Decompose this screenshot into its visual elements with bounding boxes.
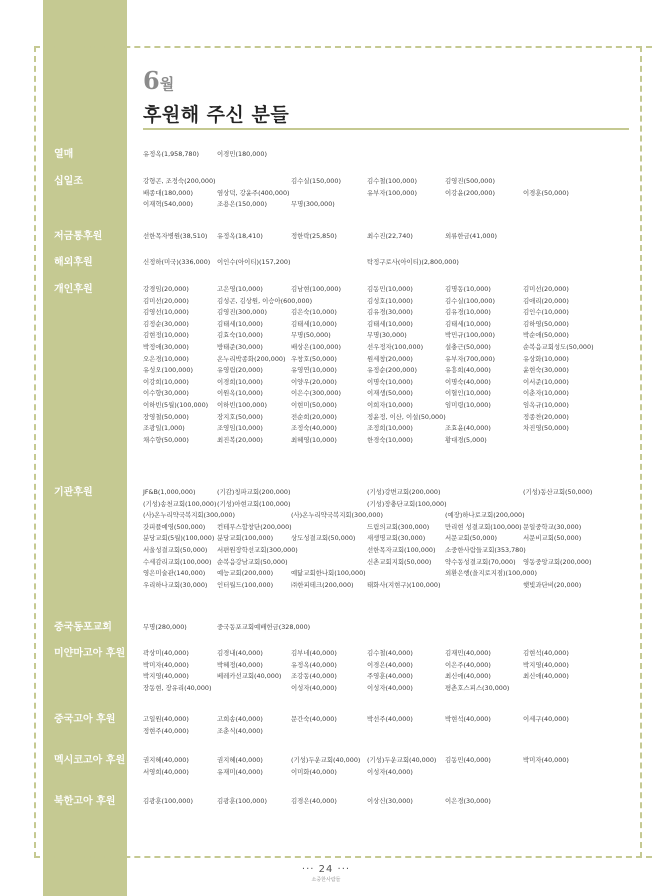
donor-entry: 서영희(40,000) xyxy=(143,767,189,776)
donor-entry: 박순애(50,000) xyxy=(523,331,569,340)
donor-entry: (기성)아현교회(100,000) xyxy=(217,499,291,508)
donor-entry: 이경민(180,000) xyxy=(217,150,267,158)
donor-entry: 유영림(20,000) xyxy=(217,366,263,375)
donor-entry: 고일원(40,000) xyxy=(143,715,189,723)
donor-entry: 유재미(40,000) xyxy=(217,767,263,776)
donor-row xyxy=(143,648,643,660)
donor-entry: (사)온누리약국복지회(300,000) xyxy=(291,511,383,520)
donor-entry: 이명숙(10,000) xyxy=(367,377,413,386)
donor-entry: 배종대(180,000) xyxy=(143,188,193,197)
donor-row xyxy=(143,580,643,592)
donor-entry: 최수진(22,740) xyxy=(367,232,413,240)
donor-entry: 김수철(40,000) xyxy=(367,649,413,657)
donor-entry: 외류한금(41,000) xyxy=(445,232,498,240)
donor-row xyxy=(143,660,643,672)
category-label: 기관후원 xyxy=(54,487,93,498)
donor-entry: 온누리박종화(200,000) xyxy=(217,354,286,363)
category-label: 북한고아 후원 xyxy=(54,796,116,807)
donor-entry: 무명(280,000) xyxy=(143,623,187,631)
donor-row xyxy=(143,412,643,424)
footer-publication: 소중한사람들 xyxy=(311,877,341,883)
donor-entry: 조영임(10,000) xyxy=(217,424,263,433)
donor-entry: 선한목자병원(38,510) xyxy=(143,232,208,240)
donor-entry: 방태준(30,000) xyxy=(217,342,263,351)
donor-entry: 김미선(20,000) xyxy=(523,285,569,293)
page-number: ··· 24 ··· xyxy=(301,864,351,875)
donor-row xyxy=(143,307,643,319)
donor-entry: 우리하나교회(30,000) xyxy=(143,580,208,589)
donor-row xyxy=(143,149,643,161)
donor-name-block xyxy=(143,714,643,737)
donor-row xyxy=(143,176,643,188)
donor-entry: 이원옥(10,000) xyxy=(217,389,263,398)
donor-entry: 예능교회(200,000) xyxy=(217,569,274,578)
category-label: 미얀마고아 후원 xyxy=(54,648,126,659)
donor-entry: 김광훈(100,000) xyxy=(217,797,267,805)
donor-entry: 조용은(150,000) xyxy=(217,200,267,209)
donor-entry: 태화사(지현구)(100,000) xyxy=(367,580,441,589)
left-dashed-border xyxy=(34,46,36,858)
donor-entry: 조정희(10,000) xyxy=(367,424,413,433)
donor-row xyxy=(143,188,643,200)
donor-entry: 김성호(10,000) xyxy=(367,296,413,305)
donor-row xyxy=(143,545,643,557)
category-label: 개인후원 xyxy=(54,284,93,295)
donor-entry: 서편원장학선교회(300,000) xyxy=(217,545,298,554)
donor-entry: 박지영(40,000) xyxy=(523,660,569,669)
donor-entry: 설충근(50,000) xyxy=(445,342,491,351)
donor-entry: 이은수(300,000) xyxy=(291,389,341,398)
category-label: 중국동포교회 xyxy=(54,622,112,633)
donor-entry: 이재생(50,000) xyxy=(367,389,413,398)
donor-entry: 김경은(40,000) xyxy=(291,797,337,805)
donor-entry: 최진복(20,000) xyxy=(217,435,263,444)
donor-entry: 유정옥(1,958,780) xyxy=(143,150,200,158)
donor-row xyxy=(143,342,643,354)
donor-entry: 김인수(10,000) xyxy=(523,308,569,317)
donor-entry: 유흥희(40,000) xyxy=(445,366,491,375)
month-heading xyxy=(143,66,174,95)
donor-row xyxy=(143,683,643,695)
donor-entry: 순복음강남교회(50,000) xyxy=(217,557,288,566)
donor-entry: 전순희(20,000) xyxy=(291,412,337,421)
donor-row xyxy=(143,231,643,243)
donor-row xyxy=(143,510,643,522)
donor-entry: 박미자(40,000) xyxy=(523,756,569,764)
donor-entry: 유부자(700,000) xyxy=(445,354,495,363)
donor-row xyxy=(143,499,643,511)
donor-entry: 장동현, 장유리(40,000) xyxy=(143,683,212,692)
donor-entry: 권지혜(40,000) xyxy=(217,756,263,764)
page-footer xyxy=(0,864,652,883)
donor-entry: 이양우(20,000) xyxy=(291,377,337,386)
donor-entry: 김수실(100,000) xyxy=(445,296,495,305)
donor-entry: 이성자(40,000) xyxy=(291,683,337,692)
donor-entry: 약수동성결교회(70,000) xyxy=(445,557,516,566)
donor-row xyxy=(143,199,643,211)
donor-entry: 드림의교회(300,000) xyxy=(367,522,430,531)
donor-entry: 차진영(50,000) xyxy=(523,424,569,433)
donor-entry: 갓피플예영(500,000) xyxy=(143,522,206,531)
donor-row xyxy=(143,767,643,779)
donor-entry: 새생명교회(30,000) xyxy=(367,534,426,543)
category-label: 멕시코고아 후원 xyxy=(54,755,126,766)
donor-name-block xyxy=(143,231,643,243)
donor-entry: 장지호(50,000) xyxy=(217,412,263,421)
donor-entry: 김수철(100,000) xyxy=(367,177,417,185)
donor-entry: 이미화(40,000) xyxy=(291,767,337,776)
donor-entry: 유상화(10,000) xyxy=(523,354,569,363)
donor-entry: 중국동포교회예배헌금(328,000) xyxy=(217,623,311,631)
donor-entry: 분당교회(100,000) xyxy=(217,534,274,543)
donor-entry: 상도성결교회(50,000) xyxy=(291,534,356,543)
donor-row xyxy=(143,671,643,683)
donor-entry: 만리현 성결교회(100,000) xyxy=(445,522,522,531)
donor-entry: 최신애(40,000) xyxy=(445,672,491,681)
donor-entry: 이강윤(200,000) xyxy=(445,188,495,197)
donor-entry: 김경내(40,000) xyxy=(217,649,263,657)
donor-entry: 예닮교회한나회(100,000) xyxy=(291,569,366,578)
category-label: 십일조 xyxy=(54,176,83,187)
donor-row xyxy=(143,568,643,580)
donor-row xyxy=(143,284,643,296)
donor-entry: 조광일(1,000) xyxy=(143,424,185,433)
donor-entry: 이하빈(5월)(100,000) xyxy=(143,400,209,409)
donor-entry: 컨테무스합창단(200,000) xyxy=(217,522,292,531)
bottom-dashed-border xyxy=(34,856,652,858)
donor-entry: 김하영(50,000) xyxy=(523,319,569,328)
donor-row xyxy=(143,796,643,808)
donor-entry: (기성)송천교회(100,000) xyxy=(143,499,217,508)
donor-row xyxy=(143,330,643,342)
donor-entry: 선한목자교회(100,000) xyxy=(367,545,436,554)
donor-entry: 인터월드(100,000) xyxy=(217,580,274,589)
donor-name-block xyxy=(143,796,643,808)
donor-entry: 정한락(25,850) xyxy=(291,232,337,240)
donor-name-block xyxy=(143,622,643,634)
donor-entry: 김은숙(10,000) xyxy=(291,308,337,317)
donor-row xyxy=(143,423,643,435)
donor-entry: (기성)장충단교회(100,000) xyxy=(367,499,447,508)
donor-entry: 유정옥(40,000) xyxy=(291,660,337,669)
donor-entry: 김명동(10,000) xyxy=(445,285,491,293)
donor-entry: 이명숙(40,000) xyxy=(445,377,491,386)
donor-entry: 서울성결교회(50,000) xyxy=(143,545,208,554)
donor-entry: 문일중학교(30,000) xyxy=(523,522,582,531)
donor-entry: 이수향(30,000) xyxy=(143,389,189,398)
donor-entry: 이재혁(540,000) xyxy=(143,200,193,209)
category-label: 중국고아 후원 xyxy=(54,714,116,725)
donor-entry: 김유경(10,000) xyxy=(445,308,491,317)
title-underline xyxy=(143,128,629,130)
donor-entry: 장영철(50,000) xyxy=(143,412,189,421)
donor-row xyxy=(143,257,643,269)
donor-entry: 고은영(10,000) xyxy=(217,285,263,293)
donor-name-block xyxy=(143,487,643,591)
donor-entry: 이세구(40,000) xyxy=(523,715,569,723)
donor-entry: 김영선(10,000) xyxy=(143,308,189,317)
donor-entry: 유영연(10,000) xyxy=(291,366,337,375)
donor-entry: 곽상미(40,000) xyxy=(143,649,189,657)
donor-entry: 유정순(200,000) xyxy=(367,366,417,375)
donor-entry: 김남현(100,000) xyxy=(291,285,341,293)
donor-entry: 김영진(300,000) xyxy=(217,308,267,317)
donor-entry: (기성)강변교회(200,000) xyxy=(367,488,441,496)
donor-entry: 분당교회(5월)(100,000) xyxy=(143,534,215,543)
donor-entry: (사)온누리약국복지회(300,000) xyxy=(143,511,235,520)
donor-row xyxy=(143,726,643,738)
donor-row xyxy=(143,319,643,331)
donor-entry: 김태세(10,000) xyxy=(445,319,491,328)
category-label: 해외후원 xyxy=(54,257,93,268)
donor-entry: 조정숙(40,000) xyxy=(291,424,337,433)
donor-entry: 박민규(100,000) xyxy=(445,331,495,340)
donor-entry: 김현정(10,000) xyxy=(143,331,189,340)
donor-entry: (예장)하나로교회(200,000) xyxy=(445,511,525,520)
donor-entry: JF&B(1,000,000) xyxy=(143,488,196,496)
donor-entry: 조효윤(40,000) xyxy=(445,424,491,433)
donor-entry: (기감)칭파교회(200,000) xyxy=(217,488,291,496)
donor-entry: 김부네(40,000) xyxy=(291,649,337,657)
donor-entry: 임옥규(10,000) xyxy=(523,400,569,409)
donor-entry: 영은미술관(140,000) xyxy=(143,569,206,578)
donor-entry: 한경숙(10,000) xyxy=(367,435,413,444)
donor-entry: 김정순(30,000) xyxy=(143,319,189,328)
donor-entry: 정종찬(20,000) xyxy=(523,412,569,421)
donor-entry: 소중한사람들교회(353,780) xyxy=(445,545,526,554)
donor-name-block xyxy=(143,257,643,269)
donor-entry: (기성)동산교회(50,000) xyxy=(523,488,593,496)
donor-entry: 서문교회(50,000) xyxy=(445,534,498,543)
donor-entry: 신정하(미국)(336,000) xyxy=(143,258,211,266)
donor-entry: (기성)두운교회(40,000) xyxy=(291,756,361,764)
donor-entry: 강형곤, 조정숙(200,000) xyxy=(143,177,216,185)
donor-entry: 이경은(40,000) xyxy=(367,660,413,669)
donor-entry: 이경희(10,000) xyxy=(217,377,263,386)
donor-entry: 권지혜(40,000) xyxy=(143,756,189,764)
donor-entry: 박혜정(40,000) xyxy=(217,660,263,669)
donor-row xyxy=(143,522,643,534)
month-unit: 월 xyxy=(159,75,175,93)
donor-entry: 황대경(5,000) xyxy=(445,435,487,444)
donor-entry: 박지영(40,000) xyxy=(143,672,189,681)
donor-entry: 수세감리교회(100,000) xyxy=(143,557,212,566)
donor-entry: 최혜영(10,000) xyxy=(291,435,337,444)
donor-entry: 고희송(40,000) xyxy=(217,715,263,723)
donor-entry: 신촌교회지회(50,000) xyxy=(367,557,432,566)
donor-row xyxy=(143,622,643,634)
donor-entry: 유정옥(18,410) xyxy=(217,232,263,240)
donor-entry: 강경임(20,000) xyxy=(143,285,189,293)
donor-entry: 오은경(10,000) xyxy=(143,354,189,363)
donor-entry: 김효숙(10,000) xyxy=(217,331,263,340)
donor-row xyxy=(143,377,643,389)
donor-entry: 이성자(40,000) xyxy=(367,683,413,692)
donor-entry: 김재민(40,000) xyxy=(445,649,491,657)
category-label: 열매 xyxy=(54,149,74,160)
donor-entry: 박정애(30,000) xyxy=(143,342,189,351)
category-label: 저금통후원 xyxy=(54,231,103,242)
donor-entry: 이혈인(10,000) xyxy=(445,389,491,398)
donor-entry: 김성곤, 김상원, 이승아(600,000) xyxy=(217,296,313,305)
donor-row xyxy=(143,365,643,377)
donor-entry: 영동중앙교회(200,000) xyxy=(523,557,592,566)
donor-entry: 염상덕, 강윤주(400,000) xyxy=(217,188,290,197)
donor-entry: 이성자(40,000) xyxy=(367,767,413,776)
donor-row xyxy=(143,755,643,767)
donor-entry: 문간숙(40,000) xyxy=(291,715,337,723)
donor-entry: 순복음교회성도(50,000) xyxy=(523,342,594,351)
donor-entry: 박선주(40,000) xyxy=(367,715,413,723)
donor-entry: 김동민(40,000) xyxy=(445,756,491,764)
donor-row xyxy=(143,354,643,366)
donor-entry: 이경훈(50,000) xyxy=(523,188,569,197)
donor-entry: 이은주(40,000) xyxy=(445,660,491,669)
donor-entry: 이상신(30,000) xyxy=(367,797,413,805)
donor-row xyxy=(143,714,643,726)
donor-entry: 이서준(10,000) xyxy=(523,377,569,386)
donor-entry: 배상은(100,000) xyxy=(291,342,341,351)
donor-entry: 조춘식(40,000) xyxy=(217,726,263,735)
donor-row xyxy=(143,435,643,447)
donor-row xyxy=(143,400,643,412)
donor-entry: 채수향(50,000) xyxy=(143,435,189,444)
donor-row xyxy=(143,557,643,569)
donor-entry: 정윤정, 이산, 이설(50,000) xyxy=(367,412,446,421)
donor-row xyxy=(143,296,643,308)
donor-entry: 김광훈(100,000) xyxy=(143,797,193,805)
donor-name-block xyxy=(143,149,643,161)
donor-entry: 박현석(40,000) xyxy=(445,715,491,723)
donor-entry: 김수실(150,000) xyxy=(291,177,341,185)
donor-entry: 박미자(40,000) xyxy=(143,660,189,669)
donor-name-block xyxy=(143,648,643,694)
donor-entry: 유부자(100,000) xyxy=(367,188,417,197)
donor-entry: 김태세(10,000) xyxy=(291,319,337,328)
donor-entry: 무명(50,000) xyxy=(291,331,331,340)
donor-entry: 우창호(50,000) xyxy=(291,354,337,363)
donor-name-block xyxy=(143,176,643,211)
donor-entry: 임미령(10,000) xyxy=(445,400,491,409)
donor-entry: 원세창(20,000) xyxy=(367,354,413,363)
donor-entry: 김미선(20,000) xyxy=(143,296,189,305)
donor-row xyxy=(143,388,643,400)
donor-entry: 베레카선교회(40,000) xyxy=(217,672,282,681)
donor-entry: 이희자(10,000) xyxy=(367,400,413,409)
donor-entry: 조강동(40,000) xyxy=(291,672,337,681)
donor-entry: 김영진(500,000) xyxy=(445,177,495,185)
donor-entry: 유성오(100,000) xyxy=(143,366,193,375)
donor-entry: 이춘자(10,000) xyxy=(523,389,569,398)
donor-entry: 이은경(30,000) xyxy=(445,797,491,805)
donor-entry: 김태세(10,000) xyxy=(217,319,263,328)
month-number: 6 xyxy=(143,66,160,95)
donor-entry: 김태세(10,000) xyxy=(367,319,413,328)
donor-entry: 이인수(아이티)(157,200) xyxy=(217,258,291,266)
donor-entry: 윤현숙(30,000) xyxy=(523,366,569,375)
donor-row xyxy=(143,533,643,545)
donor-entry: 이강희(10,000) xyxy=(143,377,189,386)
donor-entry: 서문비교회(50,000) xyxy=(523,534,582,543)
donor-entry: 김애리(20,000) xyxy=(523,296,569,305)
page-title: 후원해 주신 분들 xyxy=(143,104,290,126)
donor-entry: (기성)두운교회(40,000) xyxy=(367,756,437,764)
donor-name-block xyxy=(143,755,643,778)
donor-entry: 정현주(40,000) xyxy=(143,726,189,735)
donor-entry: 주영훈(40,000) xyxy=(367,672,413,681)
donor-entry: 이하빈(100,000) xyxy=(217,400,267,409)
donor-row xyxy=(143,487,643,499)
donor-entry: 외환은행(을지로지점)(100,000) xyxy=(445,569,537,578)
top-dashed-border xyxy=(34,46,652,48)
donor-entry: 무명(30,000) xyxy=(367,331,407,340)
donor-entry: 김유경(30,000) xyxy=(367,308,413,317)
donor-entry: 햇빛과단비(20,000) xyxy=(523,580,582,589)
donor-entry: 평촌호스피스(30,000) xyxy=(445,683,510,692)
donor-entry: 이현미(50,000) xyxy=(291,400,337,409)
donor-entry: 탁정구로사(아이티)(2,800,000) xyxy=(367,258,459,266)
donor-entry: 선우정자(100,000) xyxy=(367,342,424,351)
donor-entry: 김현석(40,000) xyxy=(523,649,569,657)
donor-entry: ㈜한피테크(200,000) xyxy=(291,580,354,589)
donor-entry: 김동민(10,000) xyxy=(367,285,413,293)
donor-entry: 최신애(40,000) xyxy=(523,672,569,681)
donor-entry: 무명(300,000) xyxy=(291,200,335,209)
donor-name-block xyxy=(143,284,643,446)
